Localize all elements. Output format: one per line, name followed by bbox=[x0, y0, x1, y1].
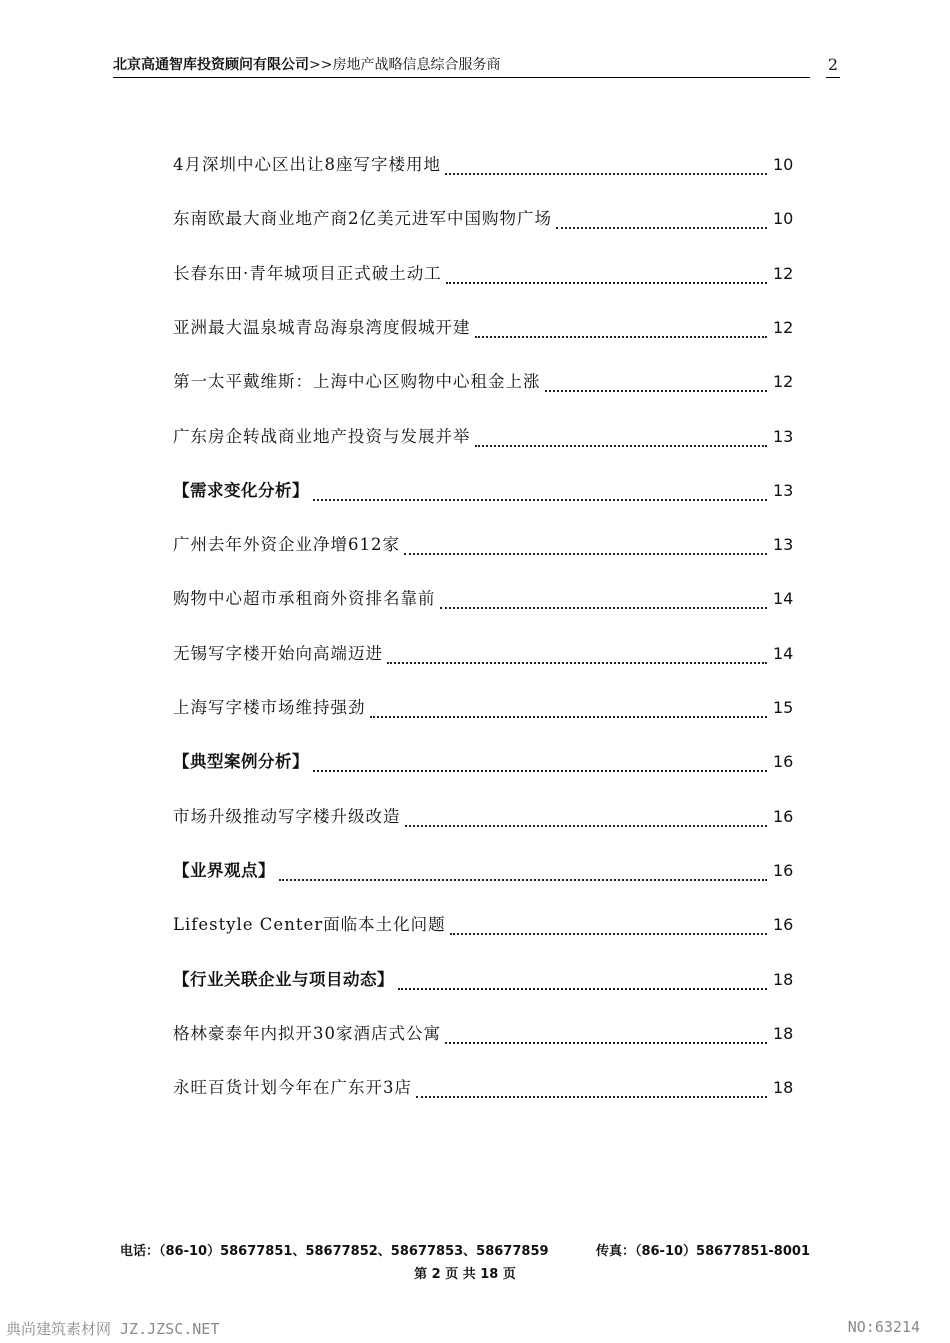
toc-entry-title: 永旺百货计划今年在广东开3店 bbox=[173, 1078, 412, 1098]
page-footer bbox=[120, 1240, 810, 1282]
toc-entry-page: 15 bbox=[773, 698, 794, 717]
toc-dot-leader bbox=[313, 750, 767, 772]
toc-entry-title: 格林豪泰年内拟开30家酒店式公寓 bbox=[173, 1023, 441, 1043]
footer-page-info: 第 2 页 共 18 页 bbox=[414, 1267, 516, 1282]
toc-section-heading[interactable] bbox=[173, 966, 793, 992]
toc-entry-page: 18 bbox=[773, 1023, 794, 1043]
toc-entry-page: 14 bbox=[773, 643, 794, 663]
toc-entry[interactable] bbox=[173, 694, 793, 720]
toc-dot-leader bbox=[445, 153, 767, 175]
toc-entry-title: 无锡写字楼开始向高端迈进 bbox=[173, 643, 383, 663]
toc-entry-page: 10 bbox=[773, 209, 794, 229]
toc-entry-title: 【行业关联企业与项目动态】 bbox=[173, 969, 394, 989]
toc-entry-title: 东南欧最大商业地产商2亿美元进军中国购物广场 bbox=[173, 209, 552, 229]
toc-entry[interactable] bbox=[173, 205, 793, 231]
toc-section-heading[interactable] bbox=[173, 477, 793, 503]
toc-entry-page: 12 bbox=[773, 372, 794, 392]
toc-dot-leader bbox=[440, 587, 768, 609]
footer-fax: 传真：（86-10）58677851-8001 bbox=[595, 1244, 810, 1259]
toc-entry-title: 广东房企转战商业地产投资与发展并举 bbox=[173, 426, 471, 446]
toc-entry-title: 【需求变化分析】 bbox=[173, 480, 309, 500]
toc-entry[interactable] bbox=[173, 368, 793, 394]
toc-dot-leader bbox=[450, 913, 767, 935]
toc-entry-title: 市场升级推动写字楼升级改造 bbox=[173, 806, 401, 826]
toc-entry-page: 16 bbox=[773, 752, 794, 772]
toc-entry[interactable] bbox=[173, 531, 793, 557]
toc-dot-leader bbox=[556, 207, 767, 229]
toc-entry[interactable] bbox=[173, 1020, 793, 1046]
toc-entry[interactable] bbox=[173, 585, 793, 611]
toc-dot-leader bbox=[387, 642, 767, 664]
toc-entry-page: 16 bbox=[773, 915, 794, 935]
company-tagline: >>房地产战略信息综合服务商 bbox=[309, 57, 501, 73]
toc-entry[interactable] bbox=[173, 151, 793, 177]
toc-entry[interactable] bbox=[173, 803, 793, 829]
toc-dot-leader bbox=[445, 1022, 767, 1044]
toc-dot-leader bbox=[279, 859, 767, 881]
toc-dot-leader bbox=[545, 370, 768, 392]
toc-entry-title: 【典型案例分析】 bbox=[173, 752, 309, 772]
toc-entry-title: 4月深圳中心区出让8座写字楼用地 bbox=[173, 155, 441, 174]
toc-entry-title: 【业界观点】 bbox=[173, 860, 275, 880]
toc-entry-page: 13 bbox=[773, 480, 794, 500]
toc-entry[interactable] bbox=[173, 911, 793, 937]
watermark-right: NO:63214 bbox=[847, 1318, 920, 1336]
toc-section-heading[interactable] bbox=[173, 748, 793, 774]
toc-dot-leader bbox=[313, 479, 767, 501]
toc-entry-page: 13 bbox=[773, 535, 794, 555]
toc-entry-page: 18 bbox=[773, 969, 794, 989]
toc-entry-page: 13 bbox=[773, 426, 794, 446]
toc-entry-page: 16 bbox=[773, 860, 794, 880]
toc-entry[interactable] bbox=[173, 314, 793, 340]
toc-dot-leader bbox=[475, 425, 768, 447]
toc-dot-leader bbox=[405, 805, 768, 827]
toc-entry-title: 第一太平戴维斯：上海中心区购物中心租金上涨 bbox=[173, 372, 541, 392]
toc-entry[interactable] bbox=[173, 423, 793, 449]
watermark-left: 典尚建筑素材网 JZ.JZSC.NET bbox=[6, 1320, 220, 1338]
toc-entry-page: 12 bbox=[773, 317, 794, 337]
toc-entry-title: 亚洲最大温泉城青岛海泉湾度假城开建 bbox=[173, 317, 471, 337]
company-name: 北京高通智库投资顾问有限公司 bbox=[113, 57, 309, 73]
toc-dot-leader bbox=[475, 316, 768, 338]
toc-entry[interactable] bbox=[173, 640, 793, 666]
toc-entry-page: 16 bbox=[773, 806, 794, 826]
toc-entry-page: 14 bbox=[773, 589, 794, 609]
toc-entry-page: 10 bbox=[773, 155, 794, 174]
toc-entry-page: 18 bbox=[773, 1078, 794, 1098]
toc-entry[interactable] bbox=[173, 260, 793, 286]
toc-entry-title: Lifestyle Center面临本土化问题 bbox=[173, 915, 446, 935]
toc-dot-leader bbox=[398, 968, 767, 990]
toc-dot-leader bbox=[404, 533, 767, 555]
toc-entry-title: 购物中心超市承租商外资排名靠前 bbox=[173, 589, 436, 609]
toc-entry-title: 广州去年外资企业净增612家 bbox=[173, 535, 400, 555]
toc-dot-leader bbox=[370, 696, 768, 718]
toc-entry-page: 12 bbox=[773, 263, 794, 283]
toc-section-heading[interactable] bbox=[173, 857, 793, 883]
toc-dot-leader bbox=[416, 1076, 767, 1098]
footer-phone: 电话：（86-10）58677851、58677852、58677853、58677859 bbox=[120, 1244, 549, 1259]
toc-entry-title: 长春东田·青年城项目正式破土动工 bbox=[173, 263, 442, 283]
page-header bbox=[113, 55, 810, 78]
toc-entry-title: 上海写字楼市场维持强劲 bbox=[173, 698, 366, 717]
toc-dot-leader bbox=[446, 262, 767, 284]
toc-entry[interactable] bbox=[173, 1074, 793, 1100]
header-page-number: 2 bbox=[826, 55, 840, 78]
